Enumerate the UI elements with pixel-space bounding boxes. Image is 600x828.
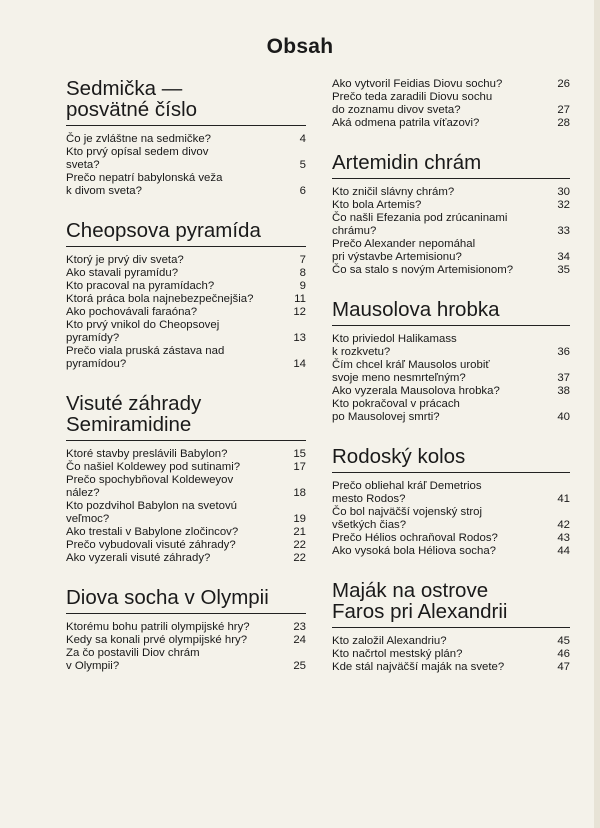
toc-entry[interactable]: [66, 634, 306, 647]
toc-entry-text: Čo našiel Koldewey pod sutinami?: [66, 461, 241, 473]
toc-page-number: 23: [293, 621, 306, 633]
toc-page-number: 43: [557, 532, 570, 544]
toc-page-number: 47: [557, 661, 570, 673]
toc-section: [332, 152, 570, 277]
toc-entry[interactable]: [332, 385, 570, 398]
section-heading-line: Semiramidine: [66, 413, 192, 436]
toc-page-number: 12: [293, 306, 306, 318]
toc-page-number: 24: [293, 634, 306, 646]
toc-entry-text: Čo sa stalo s novým Artemisionom?: [332, 264, 514, 276]
toc-page-number: 9: [299, 280, 306, 292]
toc-entry-text: Kto načrtol mestský plán?: [332, 648, 463, 660]
section-gap: [332, 558, 570, 580]
toc-entry-text: Prečo Alexander nepomáhal: [332, 238, 476, 250]
toc-entry-text: Ako vyzerali visuté záhrady?: [66, 552, 211, 564]
toc-page-number: 22: [293, 552, 306, 564]
toc-entry[interactable]: [66, 539, 306, 552]
toc-entry-text: Prečo viala pruská zástava nad: [66, 345, 225, 357]
toc-section: [332, 446, 570, 558]
toc-entry-text: mesto Rodos?: [332, 493, 406, 505]
section-heading-line: Mausolova hrobka: [332, 298, 500, 321]
toc-section: [332, 78, 570, 130]
toc-entry-text: do zoznamu divov sveta?: [332, 104, 461, 116]
section-heading-line: Faros pri Alexandrii: [332, 600, 508, 623]
section-gap: [66, 371, 306, 393]
toc-entry[interactable]: [332, 648, 570, 661]
toc-entry-text: Prečo teda zaradili Diovu sochu: [332, 91, 493, 103]
toc-page-number: 14: [293, 358, 306, 370]
page-edge: [594, 0, 600, 828]
section-gap: [332, 130, 570, 152]
heading-rule: [66, 125, 306, 126]
toc-entry[interactable]: [332, 545, 570, 558]
toc-entry-text: Kde stál najväčší maják na svete?: [332, 661, 505, 673]
toc-section: [66, 78, 306, 198]
section-heading-line: Visuté záhrady: [66, 392, 202, 415]
heading-rule: [66, 440, 306, 441]
toc-entry[interactable]: [66, 647, 306, 673]
toc-entry-text: Za čo postavili Diov chrám: [66, 647, 200, 659]
toc-entry[interactable]: [332, 199, 570, 212]
toc-entry-text: Kedy sa konali prvé olympijské hry?: [66, 634, 248, 646]
section-heading-line: Sedmička —: [66, 77, 183, 100]
toc-entry[interactable]: [66, 552, 306, 565]
toc-entry-text: nález?: [66, 487, 100, 499]
section-heading-line: Maják na ostrove: [332, 579, 489, 602]
toc-page-number: 38: [557, 385, 570, 397]
toc-entry[interactable]: [66, 280, 306, 293]
toc-entry-text: Kto zničil slávny chrám?: [332, 186, 455, 198]
toc-left-column: [66, 78, 306, 673]
toc-entry-text: veľmoc?: [66, 513, 110, 525]
toc-entry[interactable]: [66, 306, 306, 319]
toc-page-number: 32: [557, 199, 570, 211]
toc-entry-text: Čím chcel kráľ Mausolos urobiť: [332, 359, 490, 371]
toc-page-number: 46: [557, 648, 570, 660]
toc-section: [66, 220, 306, 371]
toc-entry[interactable]: [332, 238, 570, 264]
toc-page-number: 15: [293, 448, 306, 460]
toc-entry[interactable]: [332, 635, 570, 648]
toc-entry-text: Čo našli Efezania pod zrúcaninami: [332, 212, 508, 224]
toc-section: [66, 393, 306, 565]
toc-entry[interactable]: [66, 254, 306, 267]
toc-entry[interactable]: [66, 319, 306, 345]
toc-page-number: 34: [557, 251, 570, 263]
toc-entry[interactable]: [332, 333, 570, 359]
toc-entry[interactable]: [332, 78, 570, 91]
section-heading-line: Rodoský kolos: [332, 445, 466, 468]
toc-page-number: 11: [294, 293, 306, 305]
toc-entry[interactable]: [66, 345, 306, 371]
toc-page-number: 13: [293, 332, 306, 344]
toc-entry-text: pyramídou?: [66, 358, 127, 370]
toc-page-number: 6: [299, 185, 306, 197]
toc-entry-text: Kto prvý vnikol do Cheopsovej: [66, 319, 220, 331]
toc-entry[interactable]: [66, 146, 306, 172]
toc-entry[interactable]: [332, 359, 570, 385]
toc-entry-text: Ktorý je prvý div sveta?: [66, 254, 184, 266]
section-heading-line: Diova socha v Olympii: [66, 586, 269, 609]
toc-entry-text: Ktorému bohu patrili olympijské hry?: [66, 621, 250, 633]
toc-entry[interactable]: [332, 506, 570, 532]
toc-right-column: [332, 78, 570, 674]
toc-entry[interactable]: [66, 474, 306, 500]
toc-entry[interactable]: [332, 264, 570, 277]
toc-page-number: 21: [293, 526, 306, 538]
toc-entry-text: v Olympii?: [66, 660, 120, 672]
section-gap: [66, 198, 306, 220]
toc-section: [66, 587, 306, 673]
heading-rule: [66, 613, 306, 614]
toc-page-number: 17: [293, 461, 306, 473]
section-heading: [332, 299, 570, 320]
toc-page-number: 27: [557, 104, 570, 116]
toc-entry-text: Ktoré stavby preslávili Babylon?: [66, 448, 228, 460]
toc-entry[interactable]: [66, 500, 306, 526]
toc-entry-text: Čo bol najväčší vojenský stroj: [332, 506, 483, 518]
toc-entry[interactable]: [66, 461, 306, 474]
toc-entry-text: po Mausolovej smrti?: [332, 411, 440, 423]
toc-page-number: 8: [299, 267, 306, 279]
toc-entry-text: Kto pracoval na pyramídach?: [66, 280, 215, 292]
toc-entry[interactable]: [332, 91, 570, 117]
toc-entry-text: Ako trestali v Babylone zločincov?: [66, 526, 239, 538]
toc-entry-text: Ako vysoká bola Héliova socha?: [332, 545, 496, 557]
toc-entry[interactable]: [332, 480, 570, 506]
toc-page-number: 26: [557, 78, 570, 90]
toc-page-number: 35: [557, 264, 570, 276]
toc-entry-text: Kto bola Artemis?: [332, 199, 422, 211]
page-title: Obsah: [266, 35, 334, 58]
section-heading: [66, 393, 306, 435]
section-heading: [332, 152, 570, 173]
toc-entry-text: Prečo vybudovali visuté záhrady?: [66, 539, 236, 551]
toc-entry[interactable]: [332, 532, 570, 545]
toc-entry-text: Čo je zvláštne na sedmičke?: [66, 133, 211, 145]
toc-page-number: 19: [293, 513, 306, 525]
toc-entry-text: pri výstavbe Artemisionu?: [332, 251, 462, 263]
section-heading-line: Cheopsova pyramída: [66, 219, 261, 242]
toc-page-number: 4: [299, 133, 306, 145]
toc-entry-text: Ktorá práca bola najnebezpečnejšia?: [66, 293, 254, 305]
toc-entry-text: Ako pochovávali faraóna?: [66, 306, 198, 318]
toc-entry-text: k rozkvetu?: [332, 346, 391, 358]
toc-entry[interactable]: [66, 526, 306, 539]
toc-entry-text: Kto založil Alexandriu?: [332, 635, 447, 647]
toc-page-number: 36: [557, 346, 570, 358]
section-gap: [66, 565, 306, 587]
toc-entry-text: Aká odmena patrila víťazovi?: [332, 117, 480, 129]
toc-page-number: 7: [299, 254, 306, 266]
toc-entry-text: Ako vyzerala Mausolova hrobka?: [332, 385, 500, 397]
toc-entry[interactable]: [332, 117, 570, 130]
toc-section: [332, 299, 570, 424]
toc-page-number: 33: [557, 225, 570, 237]
toc-entry[interactable]: [332, 398, 570, 424]
toc-entry-text: chrámu?: [332, 225, 377, 237]
toc-entry-text: Kto prvý opísal sedem divov: [66, 146, 209, 158]
toc-entry-text: Kto priviedol Halikamass: [332, 333, 457, 345]
toc-entry-text: k divom sveta?: [66, 185, 142, 197]
toc-entry-text: Kto pokračoval v prácach: [332, 398, 460, 410]
toc-entry[interactable]: [332, 212, 570, 238]
toc-page-number: 22: [293, 539, 306, 551]
toc-page-number: 5: [299, 159, 306, 171]
section-heading: [66, 587, 306, 608]
toc-entry-text: svoje meno nesmrteľným?: [332, 372, 466, 384]
section-heading: [332, 580, 570, 622]
toc-entry-text: Prečo obliehal kráľ Demetrios: [332, 480, 482, 492]
heading-rule: [332, 627, 570, 628]
section-heading: [66, 78, 306, 120]
toc-page-number: 18: [293, 487, 306, 499]
toc-entry[interactable]: [66, 621, 306, 634]
section-gap: [332, 424, 570, 446]
toc-page-number: 25: [293, 660, 306, 672]
toc-entry[interactable]: [66, 293, 306, 306]
toc-entry-text: všetkých čias?: [332, 519, 407, 531]
toc-entry-text: Prečo spochybňoval Koldeweyov: [66, 474, 234, 486]
toc-page-number: 42: [557, 519, 570, 531]
toc-entry[interactable]: [66, 267, 306, 280]
toc-entry-text: Prečo nepatrí babylonská veža: [66, 172, 223, 184]
toc-entry-text: Kto pozdvihol Babylon na svetovú: [66, 500, 237, 512]
heading-rule: [332, 325, 570, 326]
toc-page-number: 44: [557, 545, 570, 557]
toc-entry-text: sveta?: [66, 159, 100, 171]
toc-entry-text: Prečo Hélios ochraňoval Rodos?: [332, 532, 498, 544]
toc-page-number: 30: [557, 186, 570, 198]
toc-entry[interactable]: [66, 133, 306, 146]
toc-page-number: 41: [557, 493, 570, 505]
toc-entry[interactable]: [66, 172, 306, 198]
toc-section: [332, 580, 570, 674]
heading-rule: [332, 178, 570, 179]
toc-entry-text: Ako vytvoril Feidias Diovu sochu?: [332, 78, 503, 90]
section-heading-line: posvätné číslo: [66, 98, 198, 121]
section-heading-line: Artemidin chrám: [332, 151, 482, 174]
toc-entry[interactable]: [332, 661, 570, 674]
heading-rule: [332, 472, 570, 473]
heading-rule: [66, 246, 306, 247]
toc-entry[interactable]: [66, 448, 306, 461]
toc-entry-text: Ako stavali pyramídu?: [66, 267, 179, 279]
toc-page-number: 40: [557, 411, 570, 423]
toc-page-number: 45: [557, 635, 570, 647]
toc-entry[interactable]: [332, 186, 570, 199]
section-gap: [332, 277, 570, 299]
toc-entry-text: pyramídy?: [66, 332, 120, 344]
toc-page-number: 37: [557, 372, 570, 384]
section-heading: [66, 220, 306, 241]
section-heading: [332, 446, 570, 467]
toc-page-number: 28: [557, 117, 570, 129]
